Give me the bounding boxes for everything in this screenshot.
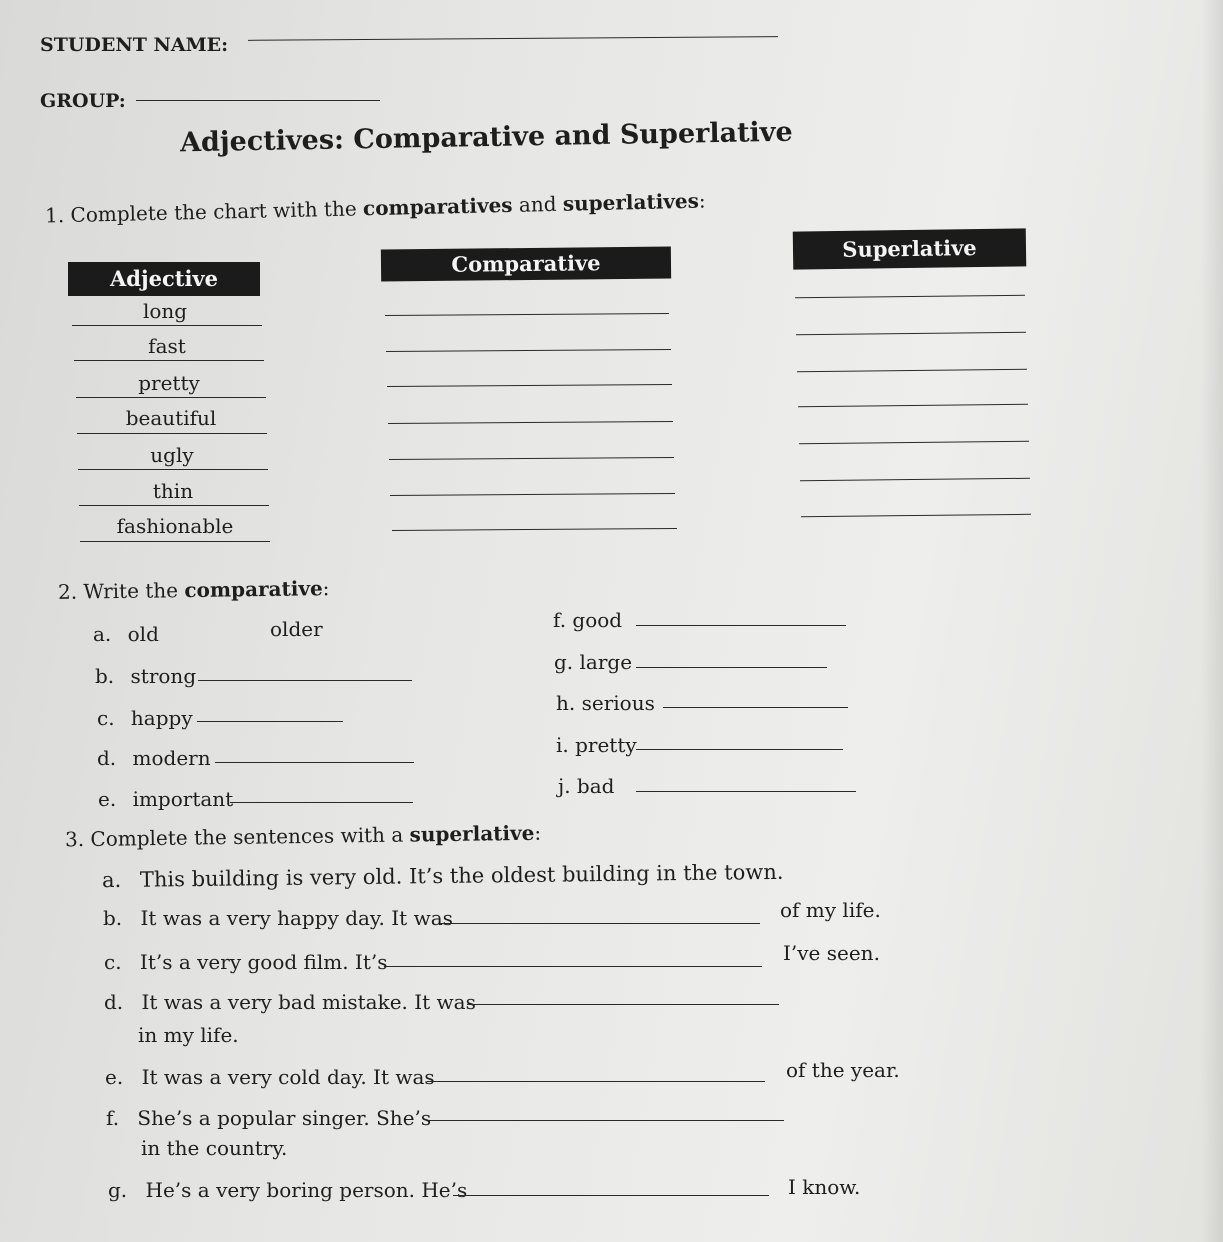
sentence-letter: d. <box>104 990 124 1014</box>
superlative-blank-b[interactable] <box>440 923 760 924</box>
comparative-blank-i[interactable] <box>636 749 843 750</box>
sentence-c <box>104 950 388 974</box>
superlative-blank-g[interactable] <box>453 1195 769 1196</box>
sentence-a <box>102 860 784 892</box>
adjective-cell: thin <box>152 479 194 503</box>
sentence-tail-c: I’ve seen. <box>783 941 880 965</box>
comparative-item-a <box>93 622 159 646</box>
instr-bold: comparative <box>184 576 323 603</box>
sentence-letter: f. <box>106 1106 120 1130</box>
comparative-blank[interactable] <box>389 457 674 460</box>
comparative-item-i: i. pretty <box>556 733 637 757</box>
adjective-underline <box>78 469 268 470</box>
col-header-adjective: Adjective <box>68 262 260 296</box>
adjective-underline <box>74 360 264 361</box>
instr-text: : <box>322 576 330 601</box>
item-letter: b. <box>95 664 115 688</box>
page-title: Adjectives: Comparative and Superlative <box>179 116 793 159</box>
comparative-blank-e[interactable] <box>230 802 413 803</box>
superlative-blank-d[interactable] <box>467 1004 779 1005</box>
sentence-cont-d: in my life. <box>138 1023 239 1047</box>
item-letter: e. <box>98 787 117 811</box>
comparative-blank[interactable] <box>392 528 677 531</box>
adjective-cell: long <box>142 299 188 323</box>
sentence-d <box>104 990 476 1014</box>
sentence-f <box>106 1106 431 1130</box>
instr-text: 2. Write the <box>57 578 185 604</box>
comparative-blank-j[interactable] <box>636 791 856 792</box>
sentence-letter: c. <box>104 950 122 974</box>
sentence-text: It was a very cold day. It was <box>141 1065 435 1089</box>
comparative-blank-f[interactable] <box>636 625 846 626</box>
comparative-item-j: j. bad <box>558 774 615 798</box>
comparative-blank-d[interactable] <box>215 762 414 763</box>
instr-bold: superlatives <box>562 188 700 216</box>
item-word: important <box>132 787 234 811</box>
comparative-item-d <box>97 746 211 770</box>
superlative-blank-e[interactable] <box>427 1081 765 1082</box>
group-label: GROUP: <box>40 90 126 112</box>
student-name-label: STUDENT NAME: <box>40 34 229 56</box>
sentence-text: He’s a very boring person. He’s <box>145 1178 468 1202</box>
col-header-superlative: Superlative <box>793 228 1027 269</box>
adjective-underline <box>72 325 262 326</box>
comparative-answer-a: older <box>270 617 323 641</box>
instr-bold: comparatives <box>362 192 513 221</box>
adjective-cell: fast <box>148 334 186 358</box>
sentence-text: It was a very happy day. It was <box>140 906 453 930</box>
item-word: modern <box>132 746 211 770</box>
paper-edge-shadow <box>1201 0 1223 1242</box>
sentence-e <box>105 1065 435 1089</box>
comparative-item-b <box>95 664 196 688</box>
sentence-text: It’s a very good film. It’s <box>139 950 388 974</box>
superlative-blank[interactable] <box>800 478 1030 481</box>
instr-text: and <box>512 191 564 217</box>
superlative-blank[interactable] <box>801 514 1031 517</box>
superlative-blank-c[interactable] <box>384 966 762 967</box>
group-line[interactable] <box>136 100 380 101</box>
sentence-letter: a. <box>101 867 122 893</box>
adjective-cell: ugly <box>150 443 194 467</box>
comparative-item-f: f. good <box>553 608 623 632</box>
adjective-underline <box>79 505 269 506</box>
comparative-item-e <box>98 787 233 811</box>
sentence-text: This building is very old. It’s the oldest building in the town. <box>139 859 784 892</box>
superlative-blank[interactable] <box>798 404 1028 407</box>
sentence-tail-b: of my life. <box>780 898 881 922</box>
instr-bold: superlative <box>409 820 535 847</box>
comparative-blank-g[interactable] <box>636 667 827 668</box>
comparative-blank-b[interactable] <box>198 680 412 681</box>
comparative-item-g: g. large <box>554 650 633 674</box>
comparative-blank[interactable] <box>387 384 672 387</box>
item-word: happy <box>130 706 193 730</box>
sentence-text: She’s a popular singer. She’s <box>137 1106 432 1130</box>
adjective-underline <box>76 397 266 398</box>
comparative-blank-h[interactable] <box>663 707 848 708</box>
adjective-cell: pretty <box>138 371 200 395</box>
item-word: old <box>127 622 159 646</box>
sentence-text: It was a very bad mistake. It was <box>141 990 476 1014</box>
sentence-letter: e. <box>105 1065 124 1089</box>
sentence-tail-e: of the year. <box>786 1058 900 1082</box>
instr-text: : <box>534 820 542 845</box>
item-letter: d. <box>97 746 117 770</box>
instr-text: 1. Complete the chart with the <box>44 196 364 228</box>
item-word: strong <box>130 664 197 688</box>
comparative-blank-c[interactable] <box>197 721 343 722</box>
item-letter: c. <box>97 706 115 730</box>
adjective-underline <box>80 541 270 542</box>
sentence-tail-g: I know. <box>788 1175 861 1199</box>
superlative-blank[interactable] <box>795 295 1025 298</box>
adjective-cell: beautiful <box>125 406 217 430</box>
comparative-blank[interactable] <box>390 493 675 496</box>
item-letter: a. <box>93 622 112 646</box>
sentence-b <box>103 906 453 930</box>
instr-text: : <box>698 188 706 213</box>
section3-instruction <box>65 821 541 852</box>
sentence-g <box>108 1178 467 1202</box>
comparative-blank[interactable] <box>386 349 671 352</box>
superlative-blank[interactable] <box>796 332 1026 335</box>
adjective-cell: fashionable <box>116 514 234 538</box>
adjective-underline <box>77 433 267 434</box>
col-header-comparative: Comparative <box>381 246 671 281</box>
student-name-line[interactable] <box>248 36 778 41</box>
sentence-letter: g. <box>108 1178 128 1202</box>
superlative-blank[interactable] <box>799 441 1029 444</box>
superlative-blank-f[interactable] <box>428 1120 784 1121</box>
sentence-letter: b. <box>103 906 123 930</box>
comparative-item-c <box>97 706 193 730</box>
section1-instruction <box>45 189 706 228</box>
sentence-cont-f: in the country. <box>141 1136 288 1160</box>
comparative-blank[interactable] <box>385 313 669 316</box>
comparative-blank[interactable] <box>388 421 673 424</box>
comparative-item-h: h. serious <box>556 691 655 715</box>
section2-instruction <box>58 576 330 604</box>
instr-text: 3. Complete the sentences with a <box>64 822 410 852</box>
superlative-blank[interactable] <box>797 369 1027 372</box>
